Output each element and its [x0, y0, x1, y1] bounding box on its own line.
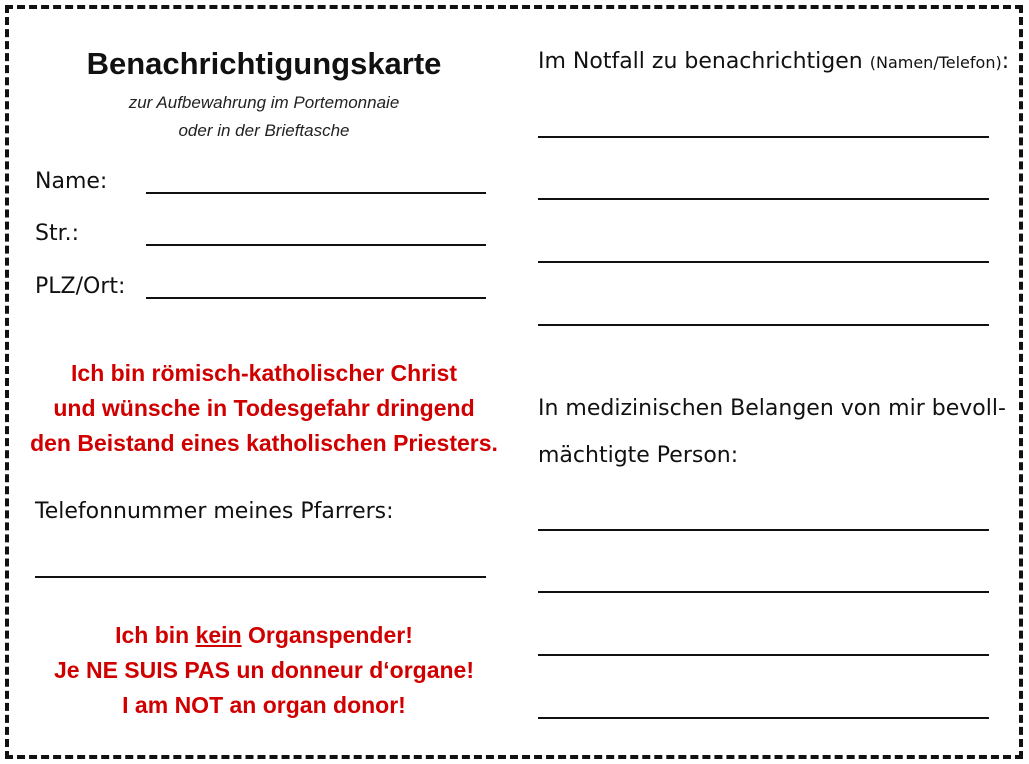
- name-label: Name:: [35, 169, 108, 194]
- proxy-line-3: [538, 654, 989, 656]
- subtitle-line-2: oder in der Brieftasche: [178, 121, 350, 140]
- proxy-label-line-1: In medizinischen Belangen von mir bevoll-: [538, 396, 1006, 421]
- organ-statement-fr: Je NE SUIS PAS un donneur d‘organe!: [53, 657, 474, 683]
- proxy-line-1: [538, 529, 989, 531]
- street-line: [146, 244, 486, 246]
- organ-emphasis: kein: [195, 622, 242, 648]
- emergency-line-2: [538, 198, 989, 200]
- declaration-line-2: und wünsche in Todesgefahr dringend: [53, 395, 475, 421]
- city-line: [146, 297, 486, 299]
- street-label: Str.:: [35, 221, 80, 246]
- organ-statement-en: I am NOT an organ donor!: [122, 692, 406, 718]
- subtitle-line-1: zur Aufbewahrung im Portemonnaie: [128, 93, 400, 112]
- declaration-line-3: den Beistand eines katholischen Priesters.: [30, 430, 498, 456]
- proxy-line-2: [538, 591, 989, 593]
- pastor-phone-label: Telefonnummer meines Pfarrers:: [35, 499, 394, 524]
- emergency-contact-hint: (Namen/Telefon): [869, 53, 1002, 72]
- emergency-contact-label: Im Notfall zu benachrichtigen (Namen/Telefon):: [538, 49, 1010, 74]
- emergency-line-1: [538, 136, 989, 138]
- declaration-line-1: Ich bin römisch-katholischer Christ: [71, 360, 457, 386]
- proxy-line-4: [538, 717, 989, 719]
- card-title: Benachrichtigungskarte: [86, 46, 442, 81]
- organ-statement-de: Ich bin kein Organspender!: [115, 622, 413, 648]
- pastor-phone-line: [35, 576, 486, 578]
- emergency-line-3: [538, 261, 989, 263]
- name-line: [146, 192, 486, 194]
- proxy-label-line-2: mächtigte Person:: [538, 443, 739, 468]
- city-label: PLZ/Ort:: [35, 274, 126, 299]
- emergency-line-4: [538, 324, 989, 326]
